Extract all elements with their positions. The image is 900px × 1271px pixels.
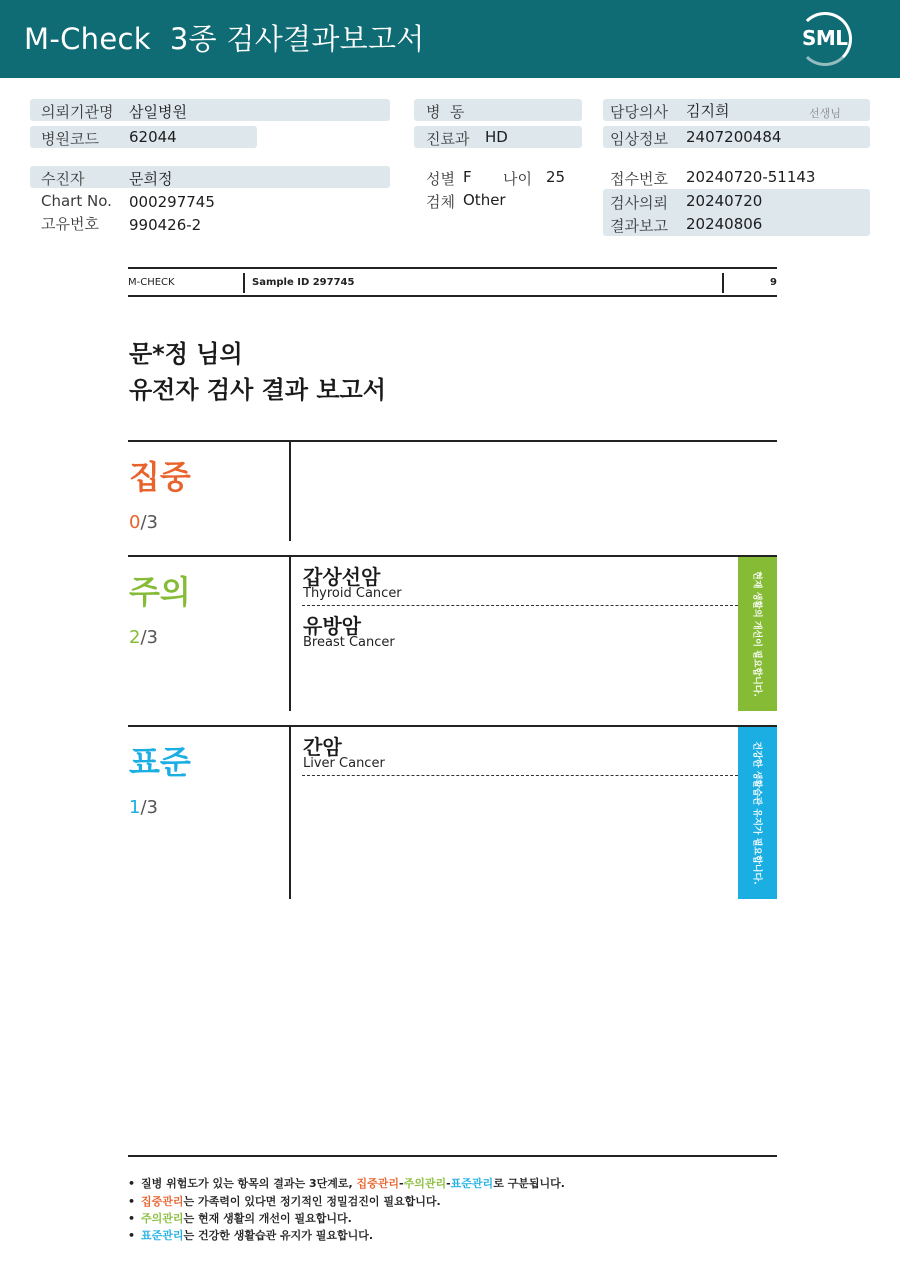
footer-note [128,1210,352,1226]
section-standard-count [129,797,158,818]
strip-page-number: 9 [770,277,777,288]
sml-logo [798,12,854,66]
report-heading-line1: 문*정 님의 [129,340,243,368]
section-divider [128,725,777,727]
specimen-value: Other [463,191,506,209]
section-caution-count [129,627,158,648]
ward-label: 병 동 [426,103,465,121]
section-divider [128,440,777,442]
doctor-title: 선생님 [809,107,841,120]
standard-count-number: 1 [129,797,141,818]
chart-no-label: Chart No. [41,192,112,210]
report-heading-line2: 유전자 검사 결과 보고서 [129,376,386,404]
age-value: 25 [546,168,566,186]
sex-label: 성별 [426,170,455,188]
standard-side-banner [738,727,777,899]
note-text: 는 건강한 생활습관 유지가 필요합니다. [183,1229,374,1242]
note-key-standard: 표준관리 [450,1177,494,1190]
footer-note [128,1227,373,1243]
report-header-band [0,0,900,78]
department-value: HD [485,128,508,146]
bullet-icon: • [128,1195,136,1208]
note-text: 질병 위험도가 있는 항목의 결과는 3단계로, [141,1177,357,1190]
section-caution-title: 주의 [129,573,191,611]
request-value: 20240720 [686,192,763,210]
patient-label: 수진자 [41,170,85,188]
item-separator [302,605,738,606]
caution-item-en: Breast Cancer [303,635,395,650]
department-label: 진료과 [426,130,470,148]
strip-sample-id: Sample ID 297745 [252,277,355,288]
clinical-label: 임상정보 [610,130,668,148]
doctor-value: 김지희 [686,102,730,120]
strip-product: M-CHECK [128,277,175,288]
report-date-value: 20240806 [686,215,763,233]
footer-note [128,1193,441,1209]
section-vertical-divider [289,440,291,541]
note-key-standard: 표준관리 [141,1229,184,1242]
standard-count-total: /3 [140,797,158,818]
caution-item-ko: 유방암 [303,614,361,638]
institution-label: 의뢰기관명 [41,103,114,121]
caution-item-ko: 갑상선암 [303,565,381,589]
caution-count-total: /3 [140,627,158,648]
note-key-focus: 집중관리 [141,1195,184,1208]
standard-side-text: 건강한 생활습관 유지가 필요합니다. [751,741,761,885]
section-divider [128,555,777,557]
hospital-code-label: 병원코드 [41,130,99,148]
bullet-icon: • [128,1177,136,1190]
receipt-value: 20240720-51143 [686,168,816,186]
receipt-label: 접수번호 [610,170,668,188]
item-separator [302,775,738,776]
standard-item-ko: 간암 [303,735,342,759]
request-label: 검사의뢰 [610,194,668,212]
bullet-icon: • [128,1212,136,1225]
sex-value: F [463,168,472,186]
doctor-label: 담당의사 [610,103,668,121]
section-focus-title: 집중 [129,458,191,496]
caution-count-number: 2 [129,627,141,648]
note-text: - [446,1177,451,1190]
note-key-caution: 주의관리 [141,1212,184,1225]
unique-no-value: 990426-2 [129,216,202,234]
hospital-code-value: 62044 [129,128,177,146]
section-focus-count [129,512,158,533]
report-title: M-Check 3종 검사결과보고서 [24,22,425,56]
caution-item-en: Thyroid Cancer [303,586,402,601]
footer-note [128,1175,565,1191]
section-vertical-divider [289,725,291,899]
section-vertical-divider [289,555,291,711]
strip-divider [243,273,245,293]
age-label: 나이 [503,170,532,188]
logo-text: SML [802,26,848,50]
institution-value: 삼일병원 [129,103,187,121]
chart-no-value: 000297745 [129,193,215,211]
patient-value: 문희정 [129,170,173,188]
specimen-label: 검체 [426,193,455,211]
clinical-value: 2407200484 [686,128,782,146]
note-text: 는 현재 생활의 개선이 필요합니다. [183,1212,352,1225]
focus-count-number: 0 [129,512,141,533]
strip-divider [722,273,724,293]
focus-count-total: /3 [140,512,158,533]
note-text: 는 가족력이 있다면 정기적인 정밀검진이 필요합니다. [183,1195,441,1208]
note-text: - [399,1177,404,1190]
note-key-focus: 집중관리 [356,1177,399,1190]
bullet-icon: • [128,1229,136,1242]
report-page-strip [128,267,777,297]
report-date-label: 결과보고 [610,217,668,235]
standard-item-en: Liver Cancer [303,756,385,771]
caution-side-banner [738,557,777,711]
note-text: 로 구분됩니다. [493,1177,565,1190]
footer-divider [128,1155,777,1157]
unique-no-label: 고유번호 [41,215,99,233]
note-key-caution: 주의관리 [403,1177,447,1190]
section-standard-title: 표준 [129,743,191,781]
caution-side-text: 현재 생활의 개선이 필요합니다. [751,571,761,697]
